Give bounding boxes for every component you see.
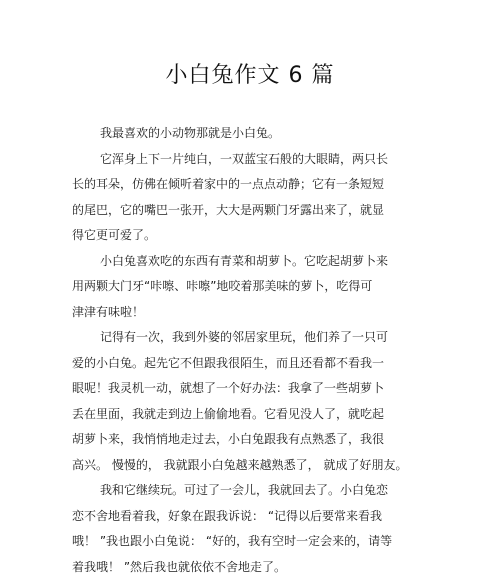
text-line: 恋不舍地看着我，好象在跟我诉说： “记得以后要常来看我 [72,504,412,530]
text-line: 小白兔喜欢吃的东西有青菜和胡萝卜。它吃起胡萝卜来 [72,249,412,275]
text-line: 眼呢！我灵机一动，就想了一个好办法：我拿了一些胡萝卜 [72,376,412,402]
text-line: 我和它继续玩。可过了一会儿，我就回去了。小白兔恋 [72,478,412,504]
document-title: 小白兔作文 6 篇 [0,58,500,89]
text-line: 高兴。 慢慢的， 我就跟小白兔越来越熟悉了， 就成了好朋友。 [72,453,412,479]
text-line: 长的耳朵，仿佛在倾听着家中的一点点动静；它有一条短短 [72,172,412,198]
text-line: 它浑身上下一片纯白，一双蓝宝石般的大眼睛，两只长 [72,147,412,173]
text-line: 着我哦！ ”然后我也就依依不舍地走了。 [72,555,412,580]
text-line: 用两颗大门牙“咔嚓、咔嚓”地咬着那美味的萝卜，吃得可 [72,274,412,300]
text-line: 丢在里面，我就走到边上偷偷地看。它看见没人了，就吃起 [72,402,412,428]
text-line: 记得有一次，我到外婆的邻居家里玩，他们养了一只可 [72,325,412,351]
document-body [72,121,412,580]
text-line: 我最喜欢的小动物那就是小白兔。 [72,121,412,147]
text-line: 胡萝卜来，我悄悄地走过去，小白兔跟我有点熟悉了，我很 [72,427,412,453]
text-line: 津津有味啦！ [72,300,412,326]
text-line: 的尾巴，它的嘴巴一张开，大大是两颗门牙露出来了，就显 [72,198,412,224]
text-line: 爱的小白兔。起先它不但跟我很陌生，而且还看都不看我一 [72,351,412,377]
text-line: 哦！ ”我也跟小白兔说： “好的，我有空时一定会来的，请等 [72,529,412,555]
text-line: 得它更可爱了。 [72,223,412,249]
